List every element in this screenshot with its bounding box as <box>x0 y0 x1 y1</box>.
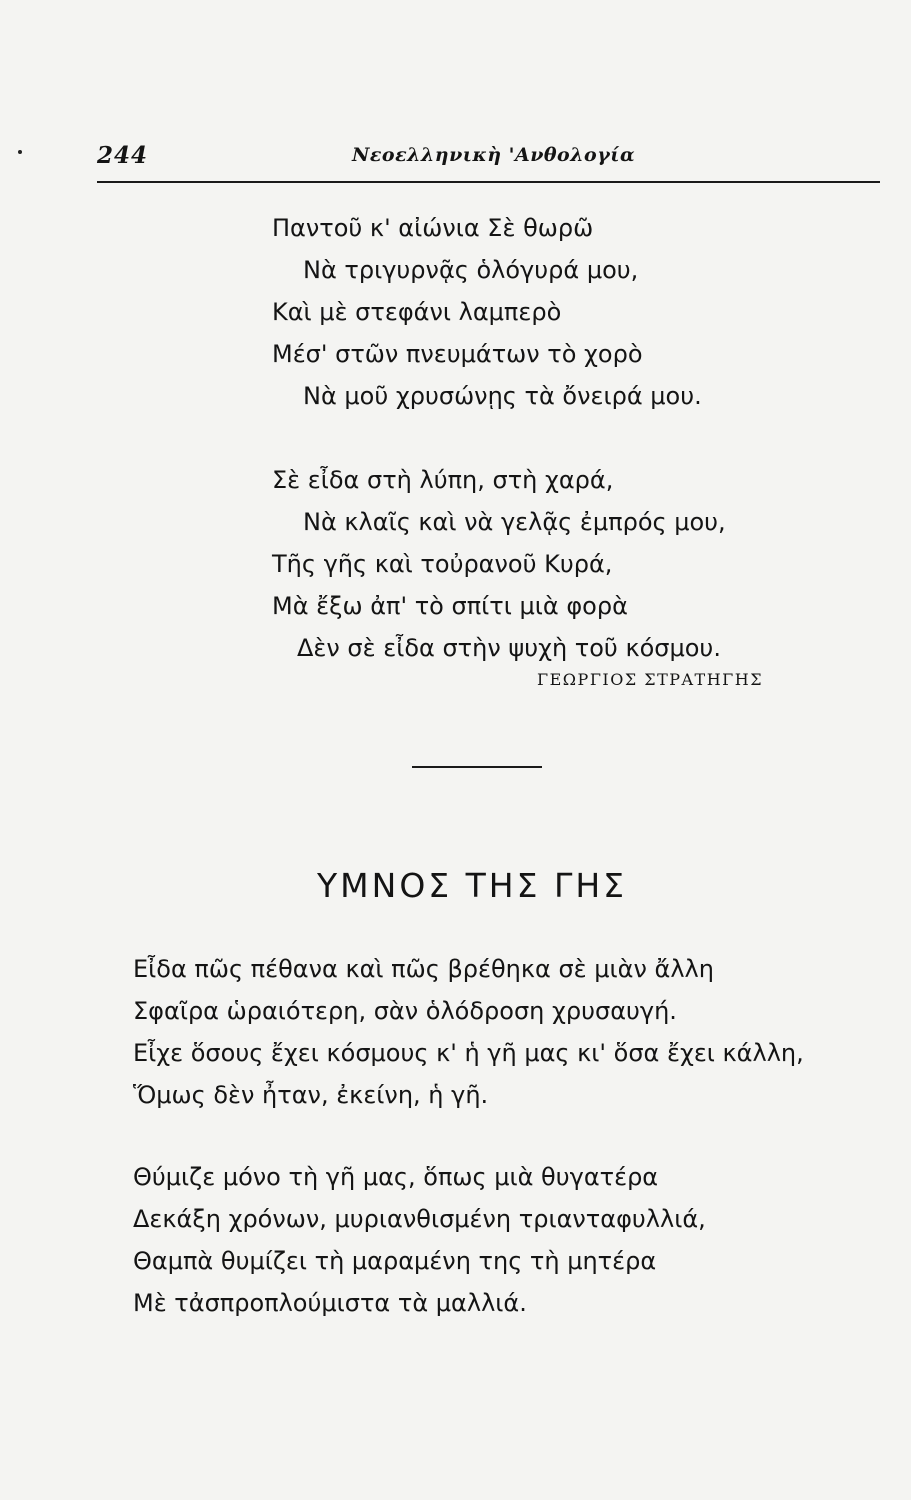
poem-2-line: Εἶδα πῶς πέθανα καὶ πῶς βρέθηκα σὲ μιὰν ἄλλη <box>133 955 714 983</box>
poem-2-line: Θαμπὰ θυμίζει τὴ μαραμένη της τὴ μητέρα <box>133 1247 657 1275</box>
book-title: Νεοελληνικὴ 'Ανθολογία <box>352 144 636 166</box>
poem-1-line: Μέσ' στῶν πνευμάτων τὸ χορὸ <box>272 340 643 368</box>
poem-1-line: Σὲ εἶδα στὴ λύπη, στὴ χαρά, <box>272 466 614 494</box>
running-head <box>97 142 877 172</box>
header-rule <box>97 181 880 183</box>
poem-1-line: Δὲν σὲ εἶδα στὴν ψυχὴ τοῦ κόσμου. <box>297 634 721 662</box>
page-number: 244 <box>97 142 149 169</box>
poem-1-line: Καὶ μὲ στεφάνι λαμπερὸ <box>272 298 562 326</box>
poem-1-line: Νὰ κλαῖς καὶ νὰ γελᾷς ἐμπρός μου, <box>303 508 726 536</box>
poem-author: ΓΕΩΡΓΙΟΣ ΣΤΡΑΤΗΓΗΣ <box>537 670 764 689</box>
poem-1-line: Νὰ μοῦ χρυσώνῃς τὰ ὄνειρά μου. <box>303 382 702 410</box>
poem-title: ΥΜΝΟΣ ΤΗΣ ΓΗΣ <box>317 866 627 905</box>
poem-2-line: Ὅμως δὲν ἦταν, ἐκείνη, ἡ γῆ. <box>133 1081 489 1109</box>
poem-2-line: Δεκάξη χρόνων, μυριανθισμένη τριανταφυλλιά, <box>133 1205 706 1233</box>
poem-2-line: Εἶχε ὅσους ἔχει κόσμους κ' ἡ γῆ μας κι' ὅσα ἔχει κάλλη, <box>133 1039 804 1067</box>
poem-1-line: Τῆς γῆς καὶ τοὐρανοῦ Κυρά, <box>272 550 613 578</box>
poem-1-line: Παντοῦ κ' αἰώνια Σὲ θωρῶ <box>272 214 594 242</box>
margin-dot <box>18 150 22 154</box>
poem-1-line: Νὰ τριγυρνᾷς ὁλόγυρά μου, <box>303 256 639 284</box>
poem-2-line: Θύμιζε μόνο τὴ γῆ μας, ὅπως μιὰ θυγατέρα <box>133 1163 659 1191</box>
section-separator <box>412 766 542 768</box>
poem-2-line: Μὲ τἀσπροπλούμιστα τὰ μαλλιά. <box>133 1289 527 1317</box>
poem-1-line: Μὰ ἔξω ἀπ' τὸ σπίτι μιὰ φορὰ <box>272 592 628 620</box>
poem-2-line: Σφαῖρα ὡραιότερη, σὰν ὁλόδροση χρυσαυγή. <box>133 997 677 1025</box>
